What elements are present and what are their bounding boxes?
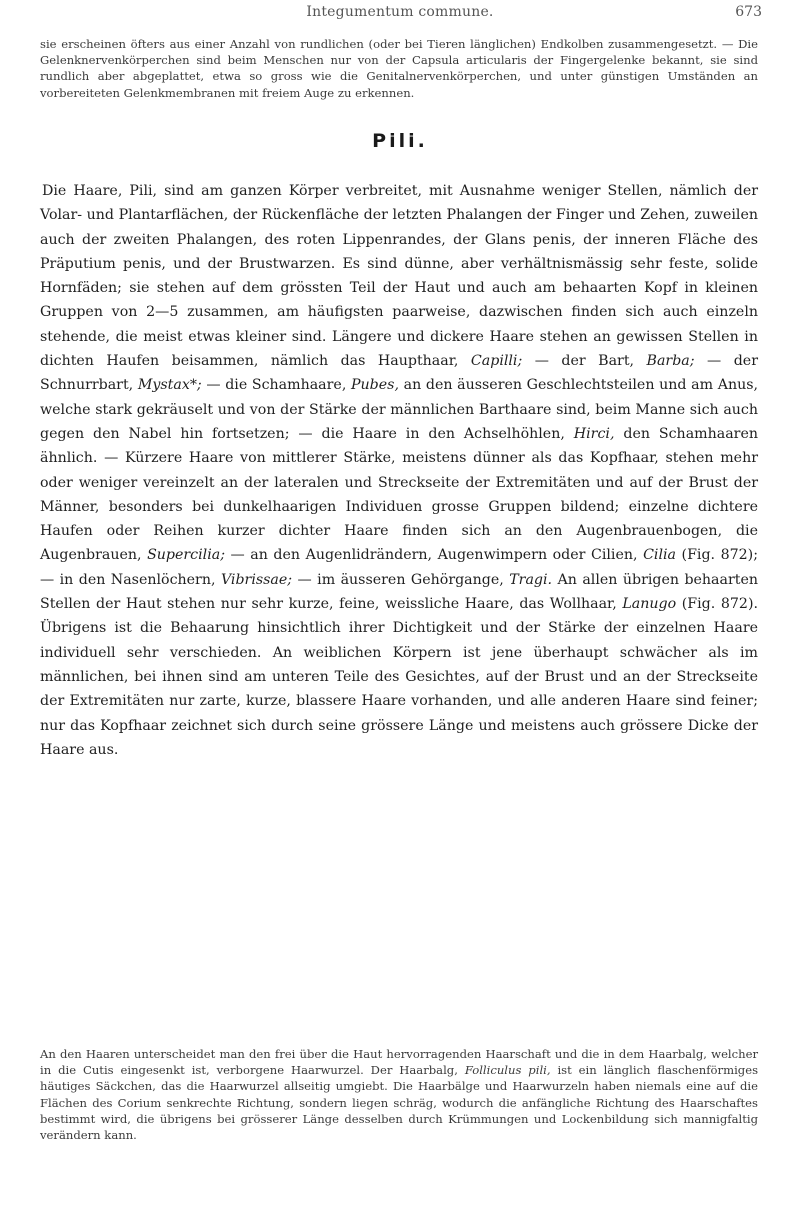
text-run: — die Schamhaare, xyxy=(201,377,351,394)
term-supercilia: Supercilia; xyxy=(147,547,225,564)
text-run: — im äusseren Gehörgange, xyxy=(292,571,510,588)
running-header xyxy=(0,4,800,26)
term-tragi: Tragi. xyxy=(509,571,553,588)
text-run: — der Bart, xyxy=(522,353,647,370)
text-run: An allen übrigen behaarten Stellen der Haut stehen nur sehr kurze, feine, weissliche Haare, das Wollhaar, xyxy=(40,571,758,613)
page-number: 673 xyxy=(735,4,762,20)
text-run: ist ein länglich flaschenförmiges häutiges Säckchen, das die Haarwurzel allseitig umgiebt. Die Haarbälge und Haarwurzeln haben niemals eine auf die Flächen des Corium senkrechte Richtung, sondern liegen schräg, wodurch die anfängliche Richtung des Haarschaftes bestimmt wird, die übrigens bei grösserer Länge desselben durch Krümmungen und Lockenbildung sich mannigfaltig verändern kann. xyxy=(40,1063,759,1143)
text-run: An den Haaren unterscheidet man den frei über die Haut hervorragenden Haarschaft und die in dem Haarbalg, welcher in die Cutis eingesenkt ist, verborgene Haarwurzel. Der Haarbalg, xyxy=(40,1047,758,1078)
term-capilli: Capilli; xyxy=(470,353,523,370)
intro-paragraph: sie erscheinen öfters aus einer Anzahl von rundlichen (oder bei Tieren länglichen) Endkolben zusammengesetzt. — Die Gelenknervenkörperchen sind beim Menschen nur von der Capsula articularis der Fingergelenke bekannt, sie sind rundlich aber abgeplattet, etwa so gross wie die Genitalnervenkörperchen, und unter günstigen Umständen an vorbereiteten Gelenkmembranen mit freiem Auge zu erkennen. xyxy=(40,37,758,100)
text-run: (Fig. 872). Übrigens ist die Behaarung hinsichtlich ihrer Dichtigkeit und der Stärke der einzelnen Haare individuell sehr verschieden. An weiblichen Körpern ist jene überhaupt schwächer als im männlichen, bei ihnen sind am unteren Teile des Gesichtes, auf der Brust und an der Streckseite der Extremitäten nur zarte, kurze, blassere Haare vorhanden, und alle anderen Haare sind feiner; nur das Kopfhaar zeichnet sich durch seine grössere Länge und meistens auch grössere Dicke der Haare aus. xyxy=(40,596,758,758)
text-run: (Fig. 872); — in den Nasenlöchern, xyxy=(40,547,758,588)
text-run: den Schamhaaren ähnlich. — Kürzere Haare von mittlerer Stärke, meistens dünner als das Kopfhaar, stehen mehr oder weniger vereinzelt an der lateralen und Streckseite der Extremitäten und auf der Brust der Männer, besonders bei dunkelhaarigen Individuen grosse Gruppen bildend; einzelne dichtere Haufen oder Reihen kurzer dichter Haare finden sich an den Augenbrauenbogen, die Augenbrauen, xyxy=(40,425,758,564)
term-vibrissae: Vibrissae; xyxy=(220,571,293,588)
term-mystax: Mystax*; xyxy=(137,377,202,394)
text-run: Die Haare, Pili, sind am ganzen Körper verbreitet, mit Ausnahme weniger Stellen, nämlich der Volar- und Plantarflächen, der Rückenfläche der letzten Phalangen der Finger und Zehen, zuweilen auch der zweiten Phalangen, des roten Lippenrandes, der Glans penis, der inneren Fläche des Präputium penis, und der Brustwarzen. Es sind dünne, aber verhältnismässig sehr feste, solide Hornfäden; sie stehen auf dem grössten Teil der Haut und auch am behaarten Kopf in kleinen Gruppen von 2—5 zusammen, am häufigsten paarweise, dazwischen finden sich auch einzeln stehende, die meist etwas kleiner sind. Längere und dickere Haare stehen an gewissen Stellen in dichten Haufen beisammen, nämlich das Haupthaar, xyxy=(40,183,758,370)
term-pubes: Pubes, xyxy=(351,377,399,394)
term-cilia: Cilia xyxy=(643,547,676,564)
section-title: Pili. xyxy=(372,130,428,152)
note-paragraph xyxy=(40,1046,758,1143)
term-lanugo: Lanugo xyxy=(622,596,677,613)
term-barba: Barba; xyxy=(646,353,695,370)
running-title: Integumentum commune. xyxy=(306,4,494,20)
text-run: — an den Augenlidrändern, Augenwimpern oder Cilien, xyxy=(224,547,644,564)
term-hirci: Hirci, xyxy=(573,425,615,442)
term-folliculus-pili: Folliculus pili, xyxy=(464,1063,551,1078)
text-run: — der Schnurrbart, xyxy=(40,353,758,394)
text-run: an den äusseren Geschlechtsteilen und am Anus, welche stark gekräuselt und von der Stärke der männlichen Barthaare sind, beim Manne sich auch gegen den Nabel hin fortsetzen; — die Haare in den Achselhöhlen, xyxy=(40,377,759,442)
main-paragraph xyxy=(40,179,758,762)
